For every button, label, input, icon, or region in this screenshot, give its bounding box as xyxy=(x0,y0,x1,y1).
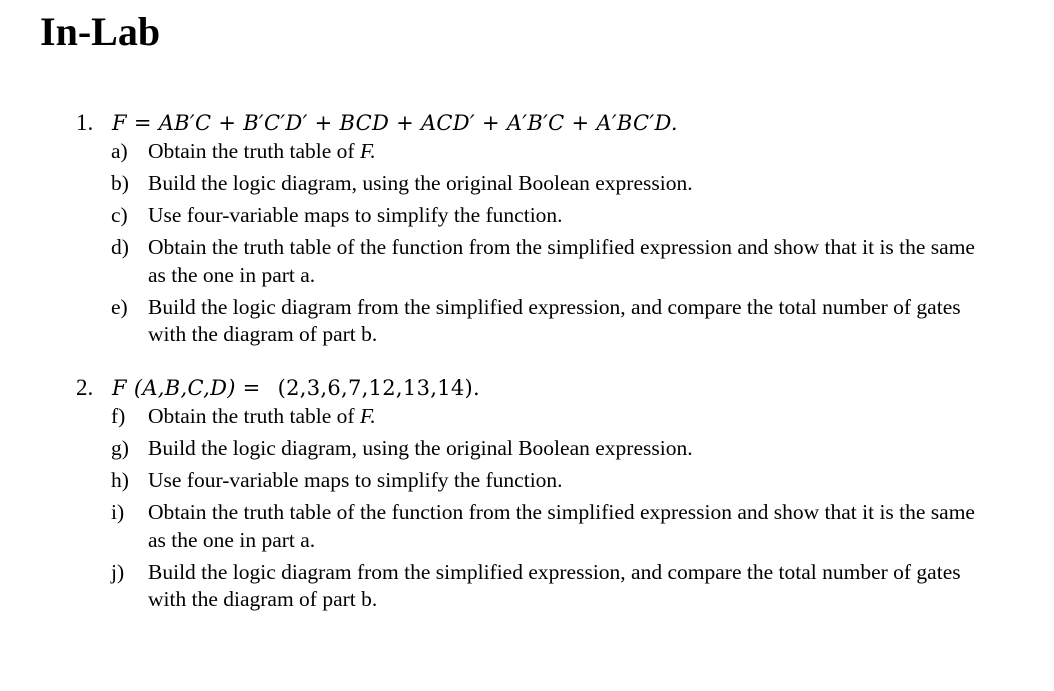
subtask-item xyxy=(0,234,988,289)
subtask-item xyxy=(0,467,988,495)
boolean-expression: F = AB′C + B′C′D′ + BCD + ACD′ + A′B′C + A′BC′D. xyxy=(112,111,678,135)
subtask-item xyxy=(0,294,988,349)
subtask-text: Obtain the truth table of the function from the simplified expression and show that it is the same as the one in part a. xyxy=(148,235,975,287)
subtask-letter: g) xyxy=(111,436,129,460)
subtask-letter: e) xyxy=(111,294,128,319)
problem-statement xyxy=(0,108,1054,138)
subtask-letter: c) xyxy=(111,203,128,227)
problem-1 xyxy=(0,108,1054,353)
problem-number: 2. xyxy=(76,375,94,400)
subtask-letter: a) xyxy=(111,139,128,163)
subtask-item xyxy=(0,138,988,166)
problem-2 xyxy=(0,373,1054,618)
subtask-list xyxy=(0,138,1054,349)
subtask-text: Build the logic diagram, using the original Boolean expression. xyxy=(148,171,693,195)
subtask-list xyxy=(0,403,1054,614)
subtask-item xyxy=(0,435,988,463)
subtask-text: Use four-variable maps to simplify the function. xyxy=(148,468,563,492)
subtask-item xyxy=(0,499,988,554)
subtask-letter: j) xyxy=(111,559,125,584)
function-variable: F. xyxy=(359,404,376,428)
subtask-text: Obtain the truth table of the function from the simplified expression and show that it is the same as the one in part a. xyxy=(148,500,975,552)
subtask-item xyxy=(0,170,988,198)
expression-lhs: F (A,B,C,D) = xyxy=(112,376,261,400)
subtask-text: Build the logic diagram from the simplified expression, and compare the total number of gates with the diagram of part b. xyxy=(148,559,961,611)
subtask-text: Build the logic diagram from the simplified expression, and compare the total number of gates with the diagram of part b. xyxy=(148,294,961,346)
page-title: In-Lab xyxy=(40,9,161,54)
boolean-expression xyxy=(112,373,480,403)
subtask-item xyxy=(0,202,988,230)
subtask-letter: i) xyxy=(111,500,125,524)
subtask-text: Build the logic diagram, using the original Boolean expression. xyxy=(148,436,693,460)
function-variable: F. xyxy=(359,139,376,163)
problem-number: 1. xyxy=(76,110,94,135)
subtask-text: Obtain the truth table of xyxy=(148,404,355,428)
subtask-text: Use four-variable maps to simplify the function. xyxy=(148,203,563,227)
subtask-item xyxy=(0,559,988,614)
subtask-letter: b) xyxy=(111,171,129,195)
subtask-text: Obtain the truth table of xyxy=(148,139,355,163)
subtask-letter: h) xyxy=(111,468,129,492)
problem-statement xyxy=(0,373,1054,403)
subtask-item xyxy=(0,403,988,431)
subtask-letter: f) xyxy=(111,404,126,428)
subtask-letter: d) xyxy=(111,235,129,259)
minterm-list: (2,3,6,7,12,13,14). xyxy=(277,376,480,400)
